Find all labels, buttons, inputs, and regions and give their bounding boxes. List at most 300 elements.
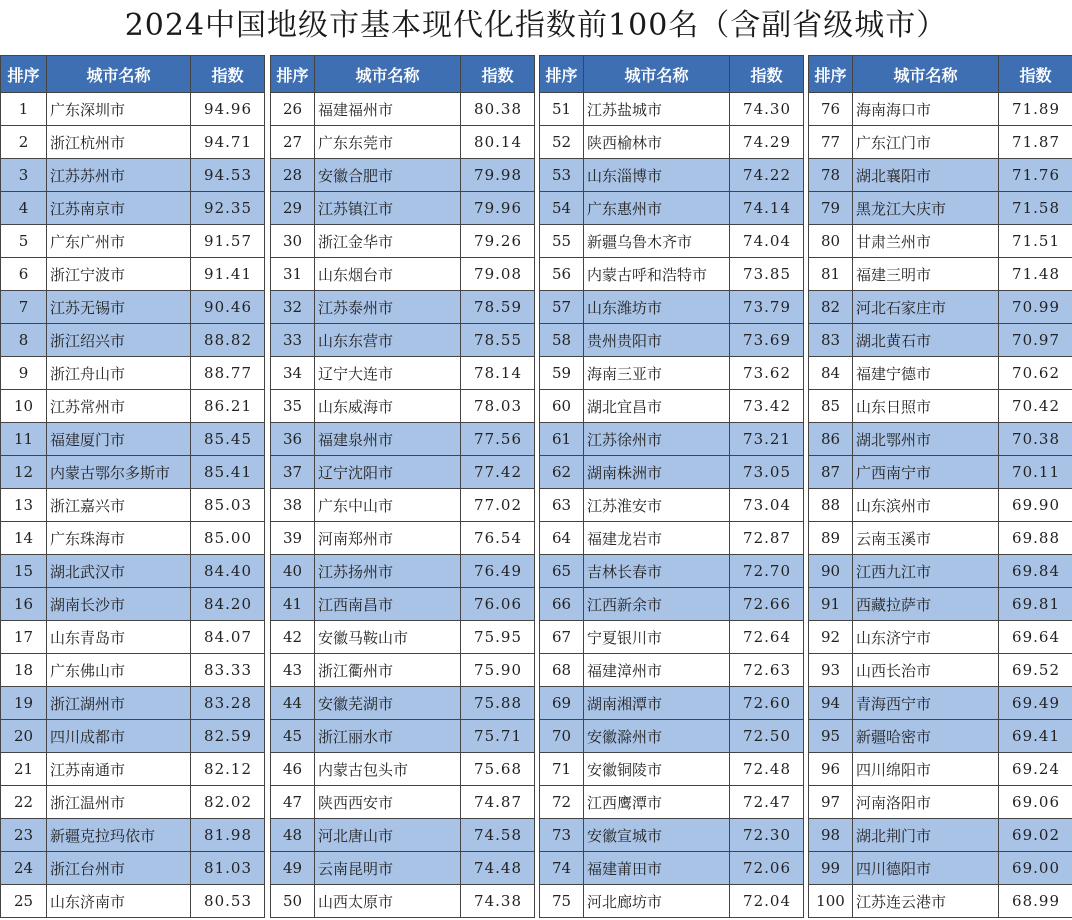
city-name-cell: 陕西西安市 [315, 786, 461, 819]
rank-cell: 86 [809, 423, 853, 456]
rank-cell: 11 [1, 423, 47, 456]
rank-cell: 29 [271, 192, 315, 225]
index-value-cell: 69.84 [999, 555, 1072, 588]
rank-cell: 61 [540, 423, 584, 456]
rank-cell: 14 [1, 522, 47, 555]
city-name-cell: 浙江嘉兴市 [47, 489, 191, 522]
rank-cell: 56 [540, 258, 584, 291]
index-header: 指数 [191, 56, 265, 93]
rank-cell: 22 [1, 786, 47, 819]
index-value-cell: 78.59 [461, 291, 535, 324]
table-row [271, 93, 535, 126]
city-name-cell: 四川绵阳市 [853, 753, 999, 786]
table-row [1, 357, 265, 390]
city-name-cell: 广西南宁市 [853, 456, 999, 489]
rank-cell: 30 [271, 225, 315, 258]
rank-cell: 53 [540, 159, 584, 192]
rank-cell: 43 [271, 654, 315, 687]
index-value-cell: 94.53 [191, 159, 265, 192]
index-value-cell: 69.49 [999, 687, 1072, 720]
table-row [809, 687, 1072, 720]
rank-cell: 33 [271, 324, 315, 357]
city-name-cell: 安徽合肥市 [315, 159, 461, 192]
table-row [271, 621, 535, 654]
table-row [540, 225, 804, 258]
rank-cell: 6 [1, 258, 47, 291]
index-value-cell: 70.99 [999, 291, 1072, 324]
index-value-cell: 74.22 [730, 159, 804, 192]
city-name-cell: 福建宁德市 [853, 357, 999, 390]
table-row [540, 159, 804, 192]
table-row [271, 192, 535, 225]
index-value-cell: 75.95 [461, 621, 535, 654]
rank-cell: 55 [540, 225, 584, 258]
rank-cell: 28 [271, 159, 315, 192]
table-row [271, 753, 535, 786]
index-value-cell: 73.04 [730, 489, 804, 522]
city-name-cell: 广东珠海市 [47, 522, 191, 555]
index-value-cell: 84.07 [191, 621, 265, 654]
index-value-cell: 69.88 [999, 522, 1072, 555]
city-name-cell: 安徽宣城市 [584, 819, 730, 852]
index-value-cell: 79.26 [461, 225, 535, 258]
index-value-cell: 71.76 [999, 159, 1072, 192]
table-row [540, 390, 804, 423]
city-name-cell: 宁夏银川市 [584, 621, 730, 654]
rank-cell: 92 [809, 621, 853, 654]
city-name-cell: 吉林长春市 [584, 555, 730, 588]
table-row [540, 654, 804, 687]
table-row [1, 489, 265, 522]
table-row [271, 423, 535, 456]
rank-cell: 39 [271, 522, 315, 555]
table-row [540, 258, 804, 291]
rank-cell: 26 [271, 93, 315, 126]
city-name-cell: 新疆哈密市 [853, 720, 999, 753]
rank-cell: 82 [809, 291, 853, 324]
rank-cell: 64 [540, 522, 584, 555]
index-header: 指数 [999, 56, 1072, 93]
city-name-cell: 江苏南京市 [47, 192, 191, 225]
rank-header: 排序 [809, 56, 853, 93]
rank-cell: 49 [271, 852, 315, 885]
city-name-cell: 浙江湖州市 [47, 687, 191, 720]
city-name-header: 城市名称 [47, 56, 191, 93]
rank-cell: 76 [809, 93, 853, 126]
city-name-cell: 江西新余市 [584, 588, 730, 621]
table-header-row [809, 56, 1072, 93]
city-name-cell: 黑龙江大庆市 [853, 192, 999, 225]
city-name-cell: 安徽芜湖市 [315, 687, 461, 720]
table-row [809, 753, 1072, 786]
index-value-cell: 72.30 [730, 819, 804, 852]
table-row [1, 654, 265, 687]
table-row [271, 885, 535, 918]
rank-cell: 40 [271, 555, 315, 588]
index-value-cell: 70.62 [999, 357, 1072, 390]
table-row [809, 786, 1072, 819]
index-value-cell: 74.87 [461, 786, 535, 819]
city-name-cell: 山东日照市 [853, 390, 999, 423]
city-name-cell: 湖南株洲市 [584, 456, 730, 489]
table-row [540, 588, 804, 621]
index-value-cell: 76.54 [461, 522, 535, 555]
rank-cell: 17 [1, 621, 47, 654]
index-value-cell: 81.98 [191, 819, 265, 852]
rank-header: 排序 [1, 56, 47, 93]
city-name-cell: 新疆乌鲁木齐市 [584, 225, 730, 258]
ranking-grid [0, 55, 1072, 920]
table-row [540, 489, 804, 522]
city-name-cell: 安徽马鞍山市 [315, 621, 461, 654]
city-name-cell: 内蒙古鄂尔多斯市 [47, 456, 191, 489]
index-value-cell: 71.51 [999, 225, 1072, 258]
rank-cell: 91 [809, 588, 853, 621]
index-value-cell: 72.06 [730, 852, 804, 885]
table-row [271, 522, 535, 555]
table-row [809, 390, 1072, 423]
table-row [271, 159, 535, 192]
table-row [1, 885, 265, 918]
index-value-cell: 74.30 [730, 93, 804, 126]
city-name-cell: 安徽铜陵市 [584, 753, 730, 786]
city-name-cell: 浙江金华市 [315, 225, 461, 258]
index-value-cell: 69.00 [999, 852, 1072, 885]
table-row [540, 456, 804, 489]
table-row [271, 357, 535, 390]
index-value-cell: 91.57 [191, 225, 265, 258]
city-name-cell: 广东佛山市 [47, 654, 191, 687]
ranking-table [270, 55, 535, 918]
table-row [540, 885, 804, 918]
index-value-cell: 68.99 [999, 885, 1072, 918]
index-value-cell: 77.42 [461, 456, 535, 489]
rank-cell: 88 [809, 489, 853, 522]
index-value-cell: 72.04 [730, 885, 804, 918]
ranking-block-4 [808, 55, 1072, 920]
rank-cell: 51 [540, 93, 584, 126]
city-name-header: 城市名称 [315, 56, 461, 93]
city-name-cell: 湖北荆门市 [853, 819, 999, 852]
index-value-cell: 85.03 [191, 489, 265, 522]
rank-cell: 97 [809, 786, 853, 819]
index-value-cell: 76.06 [461, 588, 535, 621]
rank-cell: 32 [271, 291, 315, 324]
ranking-table [0, 55, 265, 918]
index-header: 指数 [730, 56, 804, 93]
index-value-cell: 82.59 [191, 720, 265, 753]
rank-cell: 79 [809, 192, 853, 225]
index-value-cell: 91.41 [191, 258, 265, 291]
index-value-cell: 69.52 [999, 654, 1072, 687]
rank-header: 排序 [271, 56, 315, 93]
rank-cell: 20 [1, 720, 47, 753]
table-row [1, 159, 265, 192]
city-name-cell: 山东东营市 [315, 324, 461, 357]
index-value-cell: 79.08 [461, 258, 535, 291]
table-row [809, 489, 1072, 522]
city-name-cell: 山西长治市 [853, 654, 999, 687]
index-value-cell: 70.11 [999, 456, 1072, 489]
table-row [540, 852, 804, 885]
city-name-cell: 山东淄博市 [584, 159, 730, 192]
table-row [1, 621, 265, 654]
table-row [540, 753, 804, 786]
city-name-cell: 福建泉州市 [315, 423, 461, 456]
table-row [271, 588, 535, 621]
index-value-cell: 94.96 [191, 93, 265, 126]
table-row [809, 588, 1072, 621]
rank-cell: 78 [809, 159, 853, 192]
city-name-cell: 浙江舟山市 [47, 357, 191, 390]
index-value-cell: 84.20 [191, 588, 265, 621]
index-value-cell: 80.14 [461, 126, 535, 159]
rank-cell: 45 [271, 720, 315, 753]
rank-cell: 9 [1, 357, 47, 390]
table-row [809, 456, 1072, 489]
index-value-cell: 92.35 [191, 192, 265, 225]
rank-cell: 37 [271, 456, 315, 489]
rank-cell: 54 [540, 192, 584, 225]
table-row [809, 555, 1072, 588]
rank-cell: 89 [809, 522, 853, 555]
table-row [540, 687, 804, 720]
table-row [1, 720, 265, 753]
table-row [809, 720, 1072, 753]
index-value-cell: 72.66 [730, 588, 804, 621]
city-name-cell: 河北廊坊市 [584, 885, 730, 918]
rank-cell: 63 [540, 489, 584, 522]
rank-cell: 4 [1, 192, 47, 225]
rank-cell: 10 [1, 390, 47, 423]
table-row [809, 423, 1072, 456]
rank-cell: 44 [271, 687, 315, 720]
city-name-cell: 湖南长沙市 [47, 588, 191, 621]
ranking-block-1 [0, 55, 264, 920]
index-value-cell: 85.45 [191, 423, 265, 456]
city-name-cell: 江苏淮安市 [584, 489, 730, 522]
index-value-cell: 69.81 [999, 588, 1072, 621]
table-row [1, 522, 265, 555]
rank-cell: 34 [271, 357, 315, 390]
index-value-cell: 80.53 [191, 885, 265, 918]
city-name-cell: 浙江宁波市 [47, 258, 191, 291]
index-value-cell: 94.71 [191, 126, 265, 159]
index-value-cell: 74.48 [461, 852, 535, 885]
city-name-cell: 浙江杭州市 [47, 126, 191, 159]
city-name-cell: 江苏常州市 [47, 390, 191, 423]
table-row [540, 357, 804, 390]
rank-cell: 46 [271, 753, 315, 786]
table-row [271, 324, 535, 357]
index-value-cell: 72.50 [730, 720, 804, 753]
index-value-cell: 69.64 [999, 621, 1072, 654]
table-row [271, 786, 535, 819]
city-name-cell: 山东滨州市 [853, 489, 999, 522]
rank-cell: 1 [1, 93, 47, 126]
city-name-cell: 海南海口市 [853, 93, 999, 126]
city-name-cell: 福建三明市 [853, 258, 999, 291]
rank-cell: 35 [271, 390, 315, 423]
rank-cell: 59 [540, 357, 584, 390]
rank-cell: 62 [540, 456, 584, 489]
page-title: 2024中国地级市基本现代化指数前100名（含副省级城市） [124, 8, 948, 43]
rank-cell: 41 [271, 588, 315, 621]
rank-cell: 96 [809, 753, 853, 786]
rank-cell: 73 [540, 819, 584, 852]
index-value-cell: 74.58 [461, 819, 535, 852]
rank-cell: 75 [540, 885, 584, 918]
index-value-cell: 75.68 [461, 753, 535, 786]
table-row [271, 819, 535, 852]
city-name-cell: 湖北鄂州市 [853, 423, 999, 456]
index-value-cell: 70.42 [999, 390, 1072, 423]
table-row [271, 126, 535, 159]
index-value-cell: 69.24 [999, 753, 1072, 786]
table-row [540, 93, 804, 126]
rank-cell: 85 [809, 390, 853, 423]
rank-cell: 90 [809, 555, 853, 588]
index-value-cell: 85.00 [191, 522, 265, 555]
table-row [1, 126, 265, 159]
city-name-cell: 江苏镇江市 [315, 192, 461, 225]
city-name-cell: 湖北襄阳市 [853, 159, 999, 192]
rank-cell: 2 [1, 126, 47, 159]
rank-cell: 77 [809, 126, 853, 159]
rank-cell: 93 [809, 654, 853, 687]
table-row [809, 654, 1072, 687]
index-value-cell: 77.56 [461, 423, 535, 456]
index-value-cell: 74.38 [461, 885, 535, 918]
index-value-cell: 73.69 [730, 324, 804, 357]
city-name-cell: 广东江门市 [853, 126, 999, 159]
table-row [1, 819, 265, 852]
index-value-cell: 75.71 [461, 720, 535, 753]
table-row [540, 192, 804, 225]
table-row [540, 522, 804, 555]
city-name-cell: 江苏扬州市 [315, 555, 461, 588]
index-value-cell: 83.28 [191, 687, 265, 720]
city-name-cell: 广东东莞市 [315, 126, 461, 159]
city-name-cell: 甘肃兰州市 [853, 225, 999, 258]
city-name-cell: 安徽滁州市 [584, 720, 730, 753]
rank-cell: 81 [809, 258, 853, 291]
rank-cell: 18 [1, 654, 47, 687]
rank-cell: 71 [540, 753, 584, 786]
index-value-cell: 71.58 [999, 192, 1072, 225]
index-value-cell: 73.05 [730, 456, 804, 489]
city-name-cell: 西藏拉萨市 [853, 588, 999, 621]
table-row [271, 687, 535, 720]
index-value-cell: 72.47 [730, 786, 804, 819]
table-row [540, 291, 804, 324]
city-name-cell: 河北石家庄市 [853, 291, 999, 324]
index-value-cell: 84.40 [191, 555, 265, 588]
table-row [809, 852, 1072, 885]
rank-cell: 50 [271, 885, 315, 918]
index-value-cell: 79.98 [461, 159, 535, 192]
city-name-cell: 山东潍坊市 [584, 291, 730, 324]
table-row [809, 621, 1072, 654]
city-name-cell: 湖北宜昌市 [584, 390, 730, 423]
rank-cell: 36 [271, 423, 315, 456]
city-name-cell: 福建漳州市 [584, 654, 730, 687]
table-row [271, 489, 535, 522]
rank-cell: 60 [540, 390, 584, 423]
index-value-cell: 70.38 [999, 423, 1072, 456]
index-value-cell: 72.70 [730, 555, 804, 588]
city-name-cell: 江苏无锡市 [47, 291, 191, 324]
table-row [271, 456, 535, 489]
table-row [1, 192, 265, 225]
index-value-cell: 71.87 [999, 126, 1072, 159]
rank-cell: 25 [1, 885, 47, 918]
city-name-cell: 江西鹰潭市 [584, 786, 730, 819]
city-name-cell: 江苏泰州市 [315, 291, 461, 324]
index-value-cell: 73.42 [730, 390, 804, 423]
table-row [540, 423, 804, 456]
city-name-cell: 福建福州市 [315, 93, 461, 126]
rank-cell: 3 [1, 159, 47, 192]
city-name-cell: 内蒙古呼和浩特市 [584, 258, 730, 291]
rank-cell: 24 [1, 852, 47, 885]
table-row [809, 357, 1072, 390]
table-row [809, 291, 1072, 324]
table-row [1, 687, 265, 720]
index-value-cell: 72.64 [730, 621, 804, 654]
index-value-cell: 79.96 [461, 192, 535, 225]
table-row [540, 720, 804, 753]
table-row [1, 753, 265, 786]
city-name-cell: 辽宁沈阳市 [315, 456, 461, 489]
city-name-cell: 云南昆明市 [315, 852, 461, 885]
index-value-cell: 74.04 [730, 225, 804, 258]
table-row [1, 93, 265, 126]
index-value-cell: 80.38 [461, 93, 535, 126]
table-row [1, 852, 265, 885]
index-value-cell: 86.21 [191, 390, 265, 423]
table-row [809, 225, 1072, 258]
table-row [809, 522, 1072, 555]
index-value-cell: 70.97 [999, 324, 1072, 357]
index-value-cell: 74.29 [730, 126, 804, 159]
index-value-cell: 82.02 [191, 786, 265, 819]
table-header-row [271, 56, 535, 93]
rank-cell: 87 [809, 456, 853, 489]
table-row [1, 423, 265, 456]
table-row [809, 192, 1072, 225]
rank-cell: 80 [809, 225, 853, 258]
ranking-block-3 [539, 55, 803, 920]
rank-cell: 27 [271, 126, 315, 159]
rank-cell: 13 [1, 489, 47, 522]
city-name-cell: 河南郑州市 [315, 522, 461, 555]
index-value-cell: 88.77 [191, 357, 265, 390]
index-value-cell: 75.88 [461, 687, 535, 720]
rank-cell: 70 [540, 720, 584, 753]
rank-cell: 74 [540, 852, 584, 885]
index-value-cell: 73.79 [730, 291, 804, 324]
table-row [1, 225, 265, 258]
city-name-cell: 广东中山市 [315, 489, 461, 522]
table-row [1, 258, 265, 291]
rank-cell: 98 [809, 819, 853, 852]
table-row [540, 126, 804, 159]
table-row [540, 324, 804, 357]
city-name-cell: 内蒙古包头市 [315, 753, 461, 786]
index-value-cell: 73.62 [730, 357, 804, 390]
table-row [271, 852, 535, 885]
